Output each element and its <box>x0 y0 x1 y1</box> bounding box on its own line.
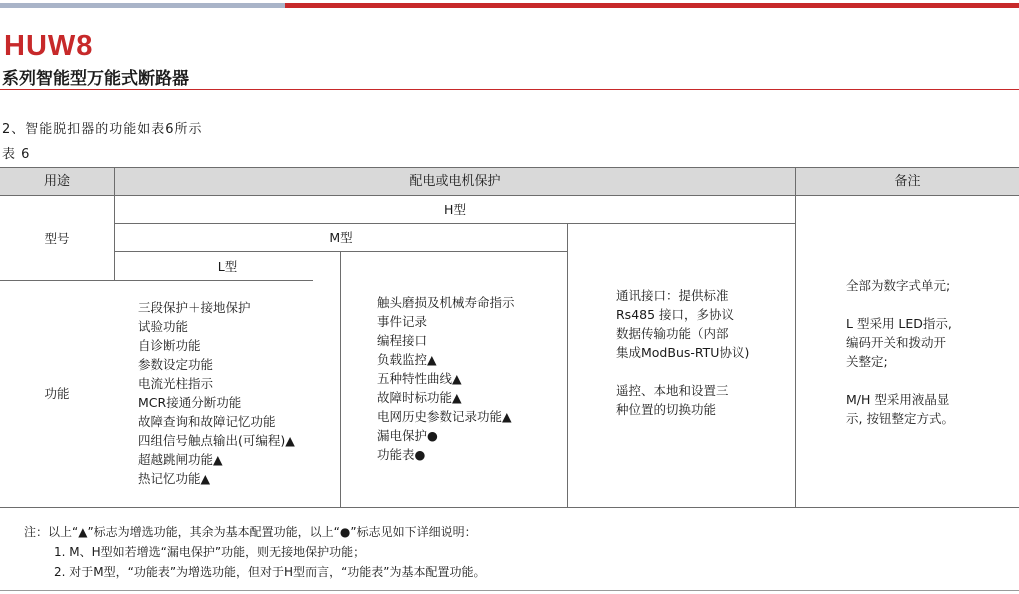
list-item: MCR接通分断功能 <box>138 395 242 410</box>
list-item: 关整定; <box>846 354 888 369</box>
l-function-list <box>138 298 295 488</box>
row-label-model: 型号 <box>44 231 70 246</box>
list-item: 示, 按钮整定方式。 <box>846 411 954 426</box>
col-divider-remarks <box>795 168 796 508</box>
top-bar-gray <box>0 3 285 8</box>
list-item: 超越跳闸功能▲ <box>138 452 223 467</box>
list-item: 漏电保护● <box>377 428 438 443</box>
list-item: 四组信号触点输出(可编程)▲ <box>138 433 295 448</box>
list-item: 热记忆功能▲ <box>138 471 211 486</box>
header-protection: 配电或电机保护 <box>115 168 795 195</box>
list-item: 自诊断功能 <box>138 338 201 353</box>
note-item-1: 1. M、H型如若增选“漏电保护”功能，则无接地保护功能； <box>54 545 366 559</box>
list-item: 遥控、本地和设置三 <box>616 383 729 398</box>
row-line-m <box>115 251 567 252</box>
top-bar-red <box>285 3 1019 8</box>
list-item: 负载监控▲ <box>377 352 437 367</box>
table-top-border <box>0 167 1019 168</box>
list-item: 编码开关和拨动开 <box>846 335 947 350</box>
list-item: 试验功能 <box>138 319 189 334</box>
list-item: Rs485 接口，多协议 <box>616 307 735 322</box>
list-item: 事件记录 <box>377 314 428 329</box>
list-item: 故障时标功能▲ <box>377 390 462 405</box>
list-item: 五种特性曲线▲ <box>377 371 462 386</box>
col-divider-h <box>567 224 568 508</box>
list-item: 编程接口 <box>377 333 428 348</box>
list-item: L 型采用 LED指示, <box>846 316 952 331</box>
list-item: 参数设定功能 <box>138 357 214 372</box>
tier-m-label: M型 <box>329 230 353 245</box>
col-divider-m <box>340 252 341 508</box>
note-item-2: 2. 对于M型，“功能表”为增选功能，但对于H型而言，“功能表”为基本配置功能。 <box>54 565 486 579</box>
note-main: 注：以上“▲”标志为增选功能，其余为基本配置功能，以上“●”标志见如下详细说明： <box>24 525 477 539</box>
row-line-l <box>0 280 313 281</box>
list-item: 功能表● <box>377 447 426 462</box>
header-usage: 用途 <box>0 168 114 195</box>
title-divider <box>0 89 1019 90</box>
row-label-function: 功能 <box>44 386 70 401</box>
list-item: 触头磨损及机械寿命指示 <box>377 295 515 310</box>
remarks-list <box>846 276 954 428</box>
list-item: 集成ModBus-RTU协议) <box>616 345 750 360</box>
list-item <box>846 371 954 390</box>
m-function-list <box>377 293 515 464</box>
tier-l-label: L型 <box>217 259 238 274</box>
model-title: HUW8 <box>4 30 94 62</box>
row-line-h <box>115 223 795 224</box>
tier-h-label: H型 <box>444 202 466 217</box>
intro-text: 2、智能脱扣器的功能如表6所示 <box>2 122 203 137</box>
list-item: M/H 型采用液晶显 <box>846 392 950 407</box>
list-item <box>846 295 954 314</box>
list-item: 电网历史参数记录功能▲ <box>377 409 512 424</box>
h-function-list <box>616 286 749 419</box>
list-item: 三段保护＋接地保护 <box>138 300 251 315</box>
list-item: 通讯接口：提供标准 <box>616 288 729 303</box>
table-bottom-border <box>0 507 1019 508</box>
bottom-divider <box>0 590 1019 591</box>
list-item: 电流光柱指示 <box>138 376 214 391</box>
table-label: 表 6 <box>2 147 31 162</box>
header-remarks: 备注 <box>796 168 1019 195</box>
list-item: 数据传输功能（内部 <box>616 326 729 341</box>
series-title: 系列智能型万能式断路器 <box>2 69 189 89</box>
notes <box>24 522 486 582</box>
header-bottom-border <box>0 195 1019 196</box>
list-item: 故障查询和故障记忆功能 <box>138 414 276 429</box>
list-item: 全部为数字式单元; <box>846 278 951 293</box>
list-item: 种位置的切换功能 <box>616 402 717 417</box>
list-item <box>616 362 749 381</box>
